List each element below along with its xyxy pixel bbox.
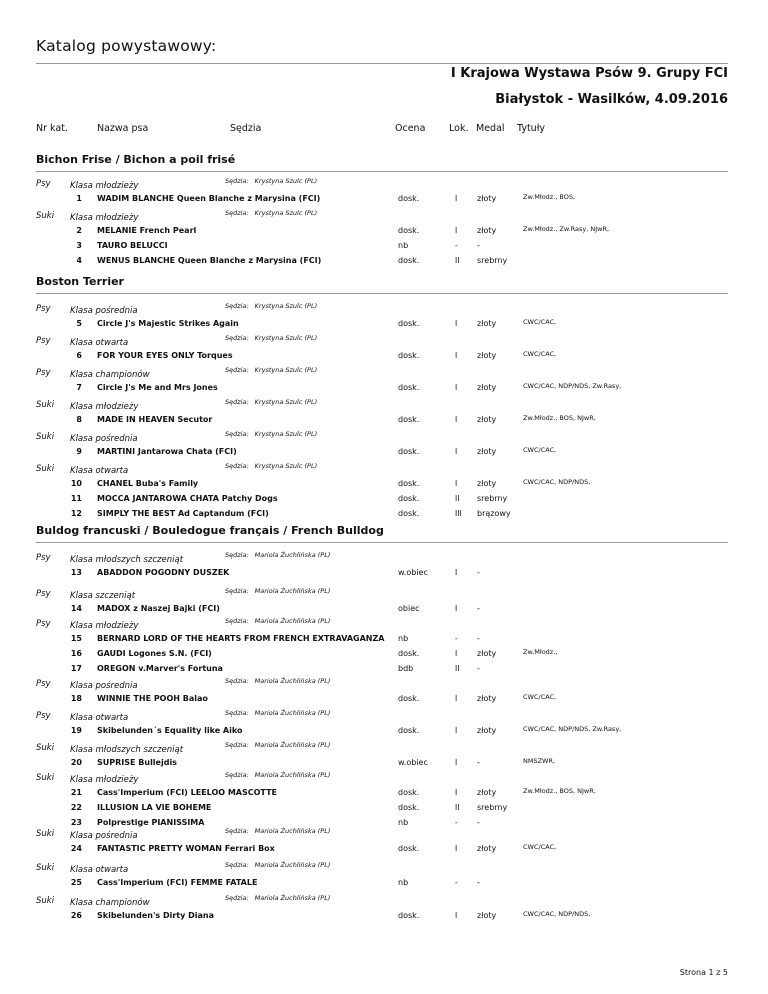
breed-rule (36, 542, 728, 543)
class-label: Klasa otwarta (70, 338, 129, 348)
dog-name: Circle J's Me and Mrs Jones (97, 383, 218, 392)
breed-rule (36, 293, 728, 294)
judge-label (225, 771, 330, 779)
place-value: II (455, 256, 460, 265)
catalog-number: 4 (76, 256, 82, 265)
medal-value: złoty (477, 479, 497, 488)
medal-value: złoty (477, 649, 497, 658)
class-label: Klasa młodszych szczeniąt (70, 745, 184, 755)
medal-value: złoty (477, 415, 497, 424)
rating-value: dosk. (398, 649, 420, 658)
rating-value: dosk. (398, 479, 420, 488)
rating-value: dosk. (398, 788, 420, 797)
class-label: Klasa pośrednia (70, 306, 138, 316)
judge-prefix: Sędzia: (225, 709, 249, 717)
rating-value: nb (398, 878, 409, 887)
medal-value: - (477, 604, 480, 613)
dog-name: ABADDON POGODNY DUSZEK (97, 568, 230, 577)
titles-value: CWC/CAC, (523, 843, 557, 851)
catalog-number: 8 (76, 415, 82, 424)
place-value: I (455, 226, 458, 235)
judge-prefix: Sędzia: (225, 177, 249, 185)
rating-value: dosk. (398, 383, 420, 392)
rating-value: w.obiec (398, 758, 428, 767)
class-label: Klasa młodzieży (70, 402, 139, 412)
column-header-place: Lok. (449, 123, 469, 134)
medal-value: - (477, 878, 480, 887)
medal-value: złoty (477, 788, 497, 797)
place-value: - (455, 634, 458, 643)
rating-value: dosk. (398, 226, 420, 235)
medal-value: srebrny (477, 494, 508, 503)
dog-name: MOCCA JANTAROWA CHATA Patchy Dogs (97, 494, 278, 503)
rating-value: nb (398, 241, 409, 250)
judge-name: Mariola Żuchlińska (PL) (254, 771, 331, 779)
catalog-number: 25 (70, 878, 82, 887)
place-value: - (455, 241, 458, 250)
medal-value: złoty (477, 319, 497, 328)
medal-value: brązowy (477, 509, 511, 518)
class-label: Klasa młodzieży (70, 621, 139, 631)
judge-name: Krystyna Szulc (PL) (254, 430, 318, 438)
place-value: I (455, 415, 458, 424)
breed-heading: Bichon Frise / Bichon a poil frisé (36, 153, 236, 166)
medal-value: srebrny (477, 256, 508, 265)
catalog-number: 14 (70, 604, 82, 613)
class-label: Klasa pośrednia (70, 831, 138, 841)
rating-value: dosk. (398, 694, 420, 703)
sex-label: Suki (36, 432, 55, 442)
judge-label (225, 398, 317, 406)
medal-value: złoty (477, 226, 497, 235)
sex-label: Suki (36, 863, 55, 873)
sex-label: Suki (36, 211, 55, 221)
judge-prefix: Sędzia: (225, 551, 249, 559)
catalog-number: 7 (76, 383, 82, 392)
rating-value: dosk. (398, 256, 420, 265)
class-label: Klasa championów (70, 898, 150, 908)
sex-label: Psy (36, 304, 51, 314)
place-value: - (455, 878, 458, 887)
judge-label (225, 302, 317, 310)
judge-prefix: Sędzia: (225, 827, 249, 835)
rating-value: dosk. (398, 351, 420, 360)
titles-value: CWC/CAC, (523, 446, 557, 454)
catalog-number: 16 (70, 649, 82, 658)
place-value: I (455, 694, 458, 703)
place-value: I (455, 649, 458, 658)
titles-value: Zw.Młodz., (523, 648, 558, 656)
titles-value: CWC/CAC, (523, 350, 557, 358)
catalog-number: 11 (70, 494, 82, 503)
rating-value: dosk. (398, 509, 420, 518)
heading-rule (36, 63, 728, 64)
titles-value: NMSZWR, (523, 757, 556, 765)
judge-prefix: Sędzia: (225, 771, 249, 779)
dog-name: Polprestige PIANISSIMA (97, 818, 205, 827)
catalog-number: 3 (76, 241, 82, 250)
catalog-number: 9 (76, 447, 82, 456)
judge-name: Mariola Żuchlińska (PL) (254, 741, 331, 749)
titles-value: Zw.Młodz., BOS, NJwR, (523, 787, 596, 795)
place-value: II (455, 664, 460, 673)
medal-value: srebrny (477, 803, 508, 812)
rating-value: dosk. (398, 911, 420, 920)
rating-value: dosk. (398, 194, 420, 203)
judge-label (225, 366, 317, 374)
catalog-number: 22 (70, 803, 82, 812)
catalog-number: 26 (70, 911, 82, 920)
judge-name: Mariola Żuchlińska (PL) (254, 587, 331, 595)
judge-name: Krystyna Szulc (PL) (254, 209, 318, 217)
dog-name: TAURO BELUCCI (97, 241, 168, 250)
titles-value: Zw.Młodz., Zw.Rasy, NJwR, (523, 225, 610, 233)
titles-value: CWC/CAC, (523, 693, 557, 701)
rating-value: nb (398, 634, 409, 643)
titles-value: Zw.Młodz., BOS, NJwR, (523, 414, 596, 422)
catalog-number: 12 (70, 509, 82, 518)
column-header-rating: Ocena (395, 123, 426, 134)
place-value: I (455, 844, 458, 853)
judge-label (225, 177, 317, 185)
place-value: II (455, 803, 460, 812)
medal-value: - (477, 241, 480, 250)
medal-value: złoty (477, 194, 497, 203)
medal-value: złoty (477, 844, 497, 853)
class-label: Klasa pośrednia (70, 434, 138, 444)
judge-prefix: Sędzia: (225, 677, 249, 685)
medal-value: - (477, 664, 480, 673)
judge-prefix: Sędzia: (225, 209, 249, 217)
judge-prefix: Sędzia: (225, 302, 249, 310)
catalog-number: 6 (76, 351, 82, 360)
judge-label (225, 462, 317, 470)
judge-label (225, 827, 330, 835)
place-value: I (455, 758, 458, 767)
dog-name: MADOX z Naszej Bajki (FCI) (97, 604, 220, 613)
judge-prefix: Sędzia: (225, 462, 249, 470)
catalog-number: 1 (76, 194, 82, 203)
class-label: Klasa młodzieży (70, 213, 139, 223)
place-value: I (455, 319, 458, 328)
place-value: I (455, 194, 458, 203)
place-value: I (455, 911, 458, 920)
column-header-nr: Nr kat. (36, 123, 68, 134)
dog-name: WADIM BLANCHE Queen Blanche z Marysina (FCI) (97, 194, 321, 203)
titles-value: CWC/CAC, NDP/NDS, (523, 478, 591, 486)
medal-value: - (477, 568, 480, 577)
rating-value: dosk. (398, 803, 420, 812)
judge-name: Mariola Żuchlińska (PL) (254, 617, 331, 625)
judge-prefix: Sędzia: (225, 587, 249, 595)
dog-name: MADE IN HEAVEN Secutor (97, 415, 213, 424)
catalog-number: 13 (70, 568, 82, 577)
judge-name: Mariola Żuchlińska (PL) (254, 861, 331, 869)
catalog-number: 24 (70, 844, 82, 853)
breed-heading: Boston Terrier (36, 275, 124, 288)
place-value: I (455, 479, 458, 488)
judge-name: Mariola Żuchlińska (PL) (254, 827, 331, 835)
catalog-number: 23 (70, 818, 82, 827)
medal-value: złoty (477, 351, 497, 360)
sex-label: Psy (36, 679, 51, 689)
medal-value: złoty (477, 383, 497, 392)
rating-value: w.obiec (398, 568, 428, 577)
class-label: Klasa otwarta (70, 713, 129, 723)
judge-name: Mariola Żuchlińska (PL) (254, 894, 331, 902)
judge-label (225, 894, 330, 902)
judge-label (225, 709, 330, 717)
rating-value: dosk. (398, 844, 420, 853)
dog-name: CHANEL Buba's Family (97, 479, 199, 488)
place-value: I (455, 568, 458, 577)
titles-value: CWC/CAC, (523, 318, 557, 326)
class-label: Klasa szczeniąt (70, 591, 136, 601)
catalog-number: 2 (76, 226, 82, 235)
medal-value: złoty (477, 694, 497, 703)
judge-name: Krystyna Szulc (PL) (254, 334, 318, 342)
sex-label: Psy (36, 368, 51, 378)
place-value: I (455, 726, 458, 735)
judge-prefix: Sędzia: (225, 430, 249, 438)
dog-name: Skibelunden's Dirty Diana (97, 911, 214, 920)
place-value: I (455, 604, 458, 613)
judge-label (225, 551, 330, 559)
dog-name: Skibelunden´s Equality like Aiko (97, 726, 243, 735)
dog-name: BERNARD LORD OF THE HEARTS FROM FRENCH EXTRAVAGANZA (97, 634, 385, 643)
judge-label (225, 430, 317, 438)
judge-prefix: Sędzia: (225, 366, 249, 374)
dog-name: FOR YOUR EYES ONLY Torques (97, 351, 233, 360)
judge-name: Krystyna Szulc (PL) (254, 398, 318, 406)
judge-name: Mariola Żuchlińska (PL) (254, 677, 331, 685)
sex-label: Suki (36, 896, 55, 906)
rating-value: dosk. (398, 726, 420, 735)
dog-name: GAUDI Logones S.N. (FCI) (97, 649, 212, 658)
judge-name: Krystyna Szulc (PL) (254, 366, 318, 374)
dog-name: ILLUSION LA VIE BOHEME (97, 803, 212, 812)
sex-label: Psy (36, 619, 51, 629)
place-value: - (455, 818, 458, 827)
dog-name: SUPRISE Bullejdis (97, 758, 177, 767)
show-title: I Krajowa Wystawa Psów 9. Grupy FCI (450, 66, 728, 81)
catalog-number: 19 (70, 726, 82, 735)
dog-name: FANTASTIC PRETTY WOMAN Ferrari Box (97, 844, 275, 853)
sex-label: Psy (36, 553, 51, 563)
dog-name: WINNIE THE POOH Balao (97, 694, 208, 703)
column-header-medal: Medal (476, 123, 505, 134)
catalog-number: 5 (76, 319, 82, 328)
judge-label (225, 741, 330, 749)
sex-label: Suki (36, 829, 55, 839)
rating-value: dosk. (398, 319, 420, 328)
place-value: I (455, 383, 458, 392)
breed-rule (36, 171, 728, 172)
column-header-judge: Sędzia (230, 123, 262, 134)
sex-label: Suki (36, 743, 55, 753)
catalog-number: 15 (70, 634, 82, 643)
judge-label (225, 617, 330, 625)
catalog-number: 21 (70, 788, 82, 797)
judge-label (225, 677, 330, 685)
place-value: II (455, 494, 460, 503)
judge-label (225, 209, 317, 217)
judge-name: Mariola Żuchlińska (PL) (254, 551, 331, 559)
judge-label (225, 334, 317, 342)
breed-heading: Buldog francuski / Bouledogue français / French Bulldog (36, 524, 384, 537)
class-label: Klasa pośrednia (70, 681, 138, 691)
sex-label: Suki (36, 400, 55, 410)
titles-value: CWC/CAC, NDP/NDS, Zw.Rasy, (523, 725, 622, 733)
rating-value: obiec (398, 604, 420, 613)
dog-name: MELANIE French Pearl (97, 226, 197, 235)
medal-value: - (477, 758, 480, 767)
column-header-titles: Tytuły (517, 123, 546, 134)
dog-name: Cass'Imperium (FCI) LEELOO MASCOTTE (97, 788, 277, 797)
class-label: Klasa młodzieży (70, 775, 139, 785)
titles-value: Zw.Młodz., BOS, (523, 193, 576, 201)
class-label: Klasa otwarta (70, 466, 129, 476)
sex-label: Suki (36, 773, 55, 783)
sex-label: Psy (36, 589, 51, 599)
sex-label: Psy (36, 179, 51, 189)
medal-value: złoty (477, 447, 497, 456)
medal-value: - (477, 634, 480, 643)
dog-name: WENUS BLANCHE Queen Blanche z Marysina (FCI) (97, 256, 322, 265)
judge-prefix: Sędzia: (225, 894, 249, 902)
dog-name: SIMPLY THE BEST Ad Captandum (FCI) (97, 509, 269, 518)
dog-name: Circle J's Majestic Strikes Again (97, 319, 239, 328)
judge-prefix: Sędzia: (225, 617, 249, 625)
rating-value: dosk. (398, 494, 420, 503)
column-header-name: Nazwa psa (97, 123, 149, 134)
judge-prefix: Sędzia: (225, 398, 249, 406)
rating-value: dosk. (398, 447, 420, 456)
catalog-number: 17 (70, 664, 82, 673)
rating-value: bdb (398, 664, 414, 673)
catalog-heading: Katalog powystawowy: (36, 37, 217, 55)
catalog-number: 18 (70, 694, 82, 703)
place-value: I (455, 788, 458, 797)
judge-name: Krystyna Szulc (PL) (254, 302, 318, 310)
judge-prefix: Sędzia: (225, 334, 249, 342)
place-value: I (455, 447, 458, 456)
titles-value: CWC/CAC, NDP/NDS, Zw.Rasy, (523, 382, 622, 390)
dog-name: OREGON v.Marver's Fortuna (97, 664, 223, 673)
judge-name: Mariola Żuchlińska (PL) (254, 709, 331, 717)
place-value: III (455, 509, 462, 518)
titles-value: CWC/CAC, NDP/NDS, (523, 910, 591, 918)
judge-label (225, 861, 330, 869)
catalog-number: 10 (70, 479, 82, 488)
dog-name: MARTINI Jantarowa Chata (FCI) (97, 447, 237, 456)
class-label: Klasa młodzieży (70, 181, 139, 191)
medal-value: złoty (477, 911, 497, 920)
sex-label: Psy (36, 336, 51, 346)
dog-name: Cass'Imperium (FCI) FEMME FATALE (97, 878, 258, 887)
page-footer: Strona 1 z 5 (679, 968, 728, 977)
sex-label: Psy (36, 711, 51, 721)
judge-name: Krystyna Szulc (PL) (254, 462, 318, 470)
class-label: Klasa otwarta (70, 865, 129, 875)
judge-name: Krystyna Szulc (PL) (254, 177, 318, 185)
sex-label: Suki (36, 464, 55, 474)
rating-value: dosk. (398, 415, 420, 424)
judge-prefix: Sędzia: (225, 861, 249, 869)
show-place: Białystok - Wasilków, 4.09.2016 (495, 92, 728, 107)
judge-label (225, 587, 330, 595)
medal-value: - (477, 818, 480, 827)
class-label: Klasa młodszych szczeniąt (70, 555, 184, 565)
medal-value: złoty (477, 726, 497, 735)
class-label: Klasa championów (70, 370, 150, 380)
place-value: I (455, 351, 458, 360)
judge-prefix: Sędzia: (225, 741, 249, 749)
rating-value: nb (398, 818, 409, 827)
catalog-number: 20 (70, 758, 82, 767)
